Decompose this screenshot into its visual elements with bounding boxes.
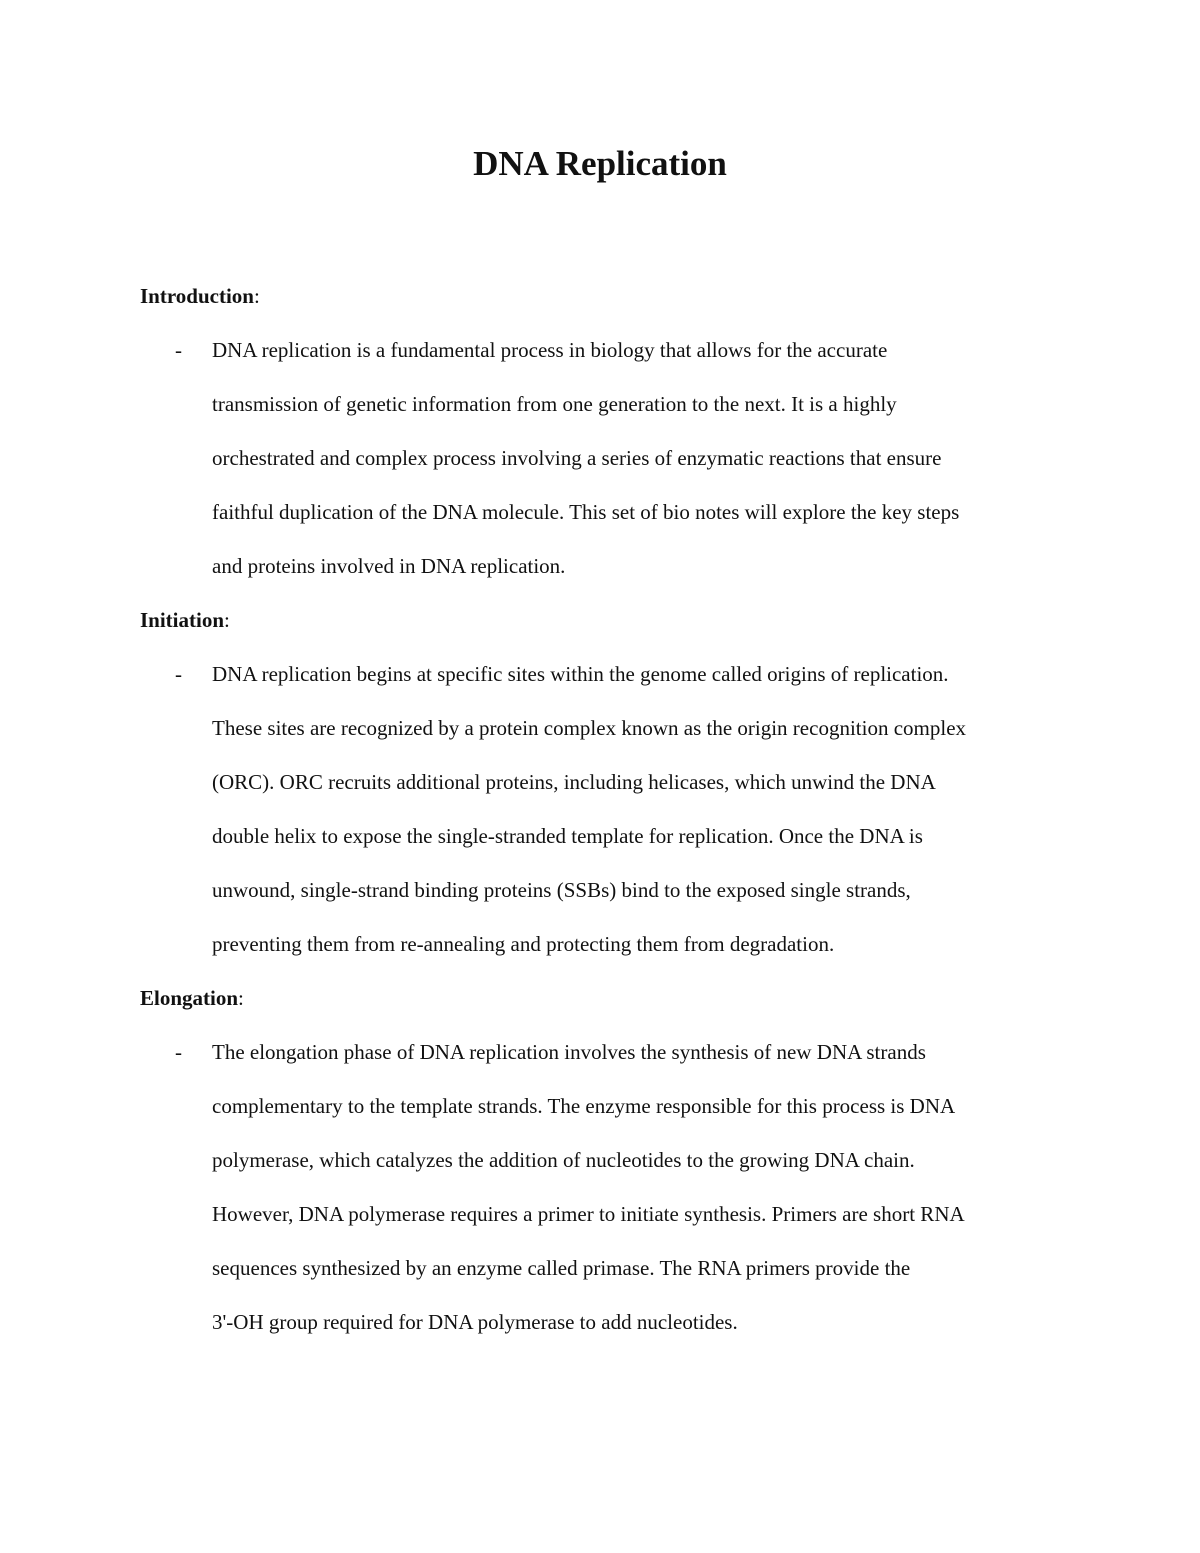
section-heading-text: Introduction xyxy=(140,284,254,308)
bullet-item xyxy=(140,323,1070,593)
bullet-item xyxy=(140,647,1070,971)
paragraph-line: The elongation phase of DNA replication involves the synthesis of new DNA strands xyxy=(212,1040,926,1064)
paragraph-line: However, DNA polymerase requires a primer to initiate synthesis. Primers are short RNA xyxy=(212,1202,965,1226)
paragraph-line: unwound, single-strand binding proteins (SSBs) bind to the exposed single strands, xyxy=(212,878,911,902)
bullet-paragraph xyxy=(212,323,1070,593)
paragraph-line: transmission of genetic information from one generation to the next. It is a highly xyxy=(212,392,897,416)
section-heading xyxy=(140,971,1070,1025)
paragraph-line: DNA replication begins at specific sites within the genome called origins of replication. xyxy=(212,662,949,686)
paragraph-line: (ORC). ORC recruits additional proteins, including helicases, which unwind the DNA xyxy=(212,770,936,794)
paragraph-line: faithful duplication of the DNA molecule. This set of bio notes will explore the key steps xyxy=(212,500,960,524)
section-heading xyxy=(140,593,1070,647)
paragraph-line: These sites are recognized by a protein complex known as the origin recognition complex xyxy=(212,716,967,740)
heading-colon: : xyxy=(224,608,230,632)
section-introduction xyxy=(140,269,1070,593)
paragraph-line: double helix to expose the single-stranded template for replication. Once the DNA is xyxy=(212,824,923,848)
paragraph-line: orchestrated and complex process involving a series of enzymatic reactions that ensure xyxy=(212,446,942,470)
bullet-paragraph xyxy=(212,1025,1070,1349)
bullet-dash: - xyxy=(175,1040,182,1064)
paragraph-line: and proteins involved in DNA replication. xyxy=(212,554,566,578)
heading-colon: : xyxy=(253,284,260,308)
section-heading-text: Elongation xyxy=(140,986,239,1010)
section-heading-text: Initiation xyxy=(140,608,225,632)
bullet-paragraph xyxy=(212,647,1070,971)
document-title: DNA Replication xyxy=(473,144,727,183)
paragraph-line: complementary to the template strands. The enzyme responsible for this process is DNA xyxy=(212,1094,956,1118)
paragraph-line: sequences synthesized by an enzyme called primase. The RNA primers provide the xyxy=(212,1256,911,1280)
bullet-item xyxy=(140,1025,1070,1349)
heading-colon: : xyxy=(238,986,244,1010)
paragraph-line: DNA replication is a fundamental process in biology that allows for the accurate xyxy=(212,338,888,362)
paragraph-line: polymerase, which catalyzes the addition of nucleotides to the growing DNA chain. xyxy=(212,1148,915,1172)
section-heading xyxy=(140,269,1070,323)
bullet-dash: - xyxy=(175,338,182,362)
bullet-dash: - xyxy=(175,662,182,686)
section-initiation xyxy=(140,593,1070,971)
paragraph-line: preventing them from re-annealing and protecting them from degradation. xyxy=(212,932,835,956)
section-elongation xyxy=(140,971,1070,1349)
paragraph-line: 3'-OH group required for DNA polymerase to add nucleotides. xyxy=(212,1310,738,1334)
